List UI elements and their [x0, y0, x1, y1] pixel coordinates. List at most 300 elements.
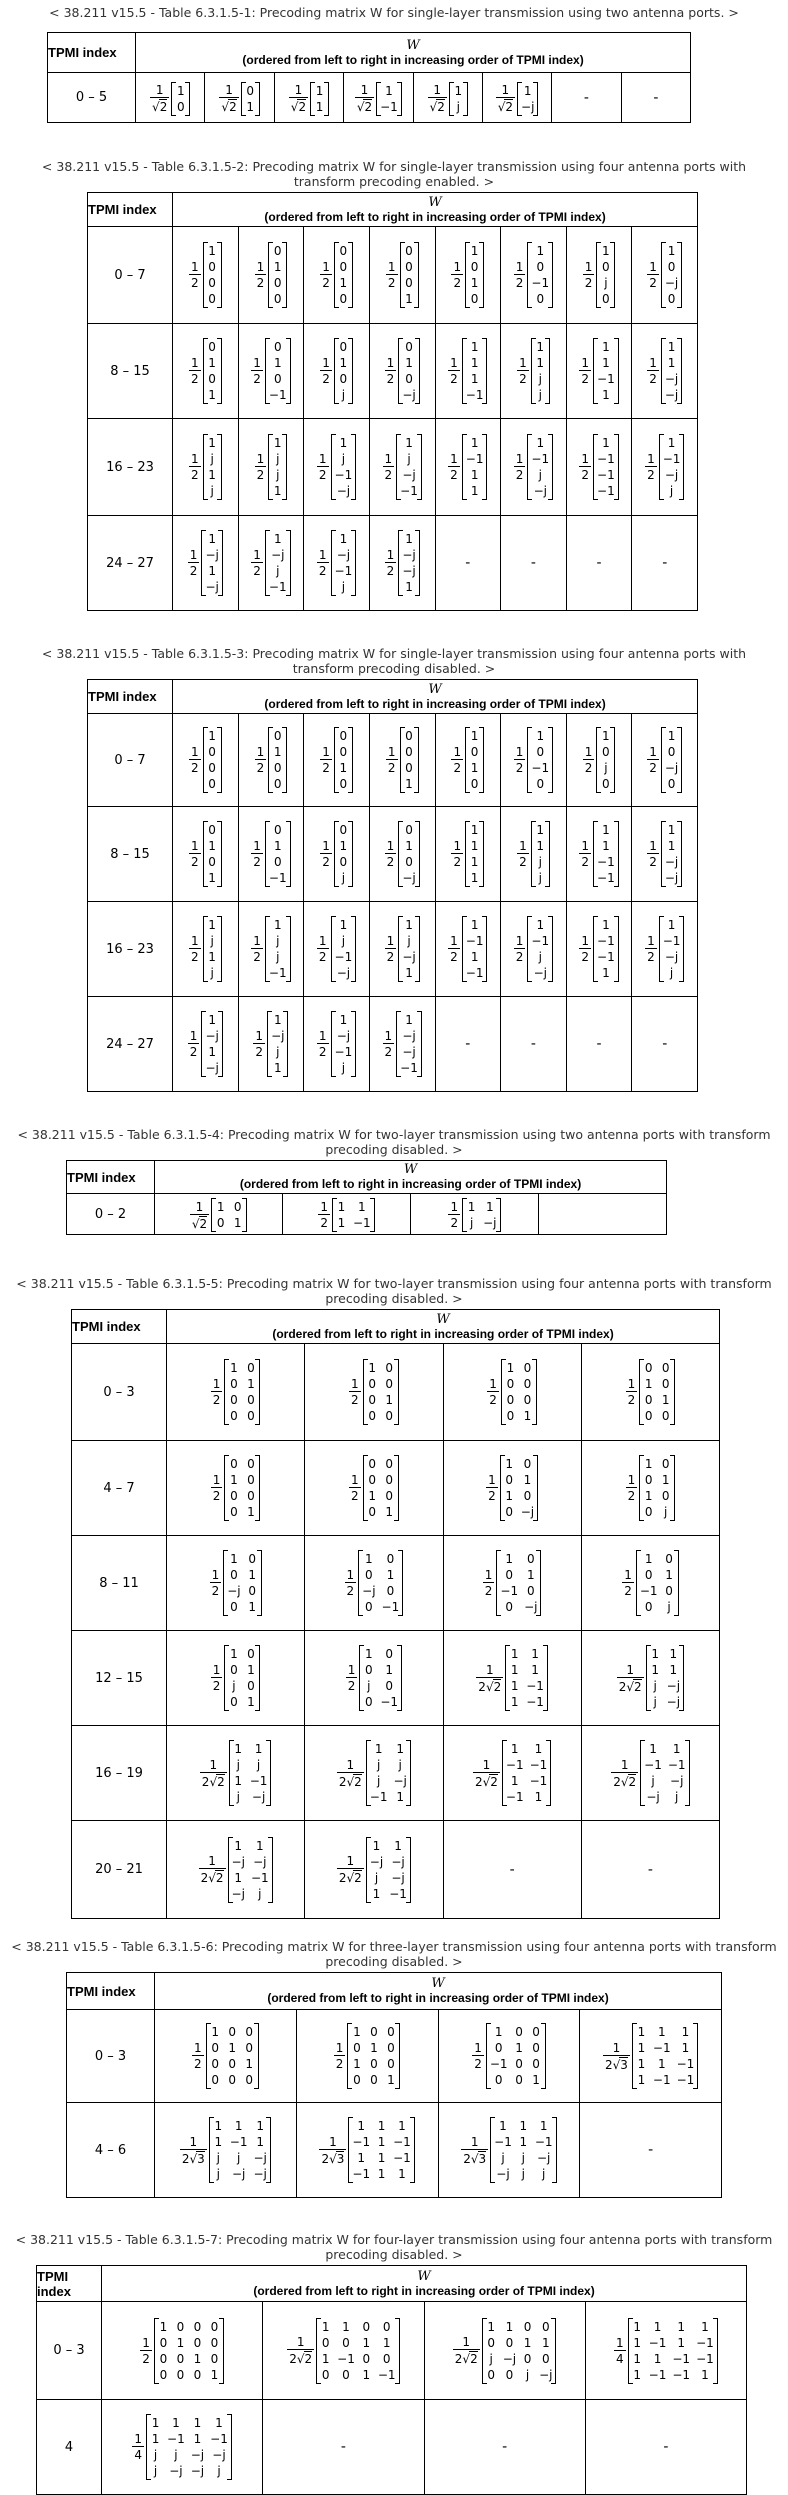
- matrix-entry: −1: [639, 1584, 658, 1598]
- scale-value: 2: [627, 1393, 636, 1407]
- scale-value: 2: [322, 276, 330, 290]
- matrix-entry: 1: [377, 2119, 386, 2133]
- matrix-cell: [344, 73, 413, 123]
- matrix-cell: [581, 1726, 719, 1821]
- sqrt-symbol: √: [612, 2057, 621, 2072]
- matrix-entry: j: [341, 871, 346, 885]
- scale-factor: [579, 934, 591, 964]
- scale-factor: [579, 452, 591, 482]
- scale-denominator: [132, 2446, 144, 2462]
- scale-numerator: 1: [351, 1473, 359, 1487]
- scale-value: 2: [322, 372, 330, 386]
- matrix-entry: 0: [176, 2351, 185, 2366]
- matrix-entry: 1: [353, 2025, 361, 2039]
- empty-cell: -: [632, 516, 698, 611]
- precoding-matrix: [199, 1837, 273, 1903]
- tpmi-index: 24 – 27: [88, 516, 173, 611]
- matrix-brackets: [398, 916, 419, 982]
- matrix-cell: [102, 2302, 263, 2400]
- precoding-matrix: [255, 434, 288, 500]
- matrix-entry: 1: [637, 2057, 646, 2071]
- scale-factor: [355, 83, 374, 114]
- matrix-entry: −j: [231, 1854, 245, 1869]
- matrix-entry: j: [407, 934, 411, 948]
- precoding-matrix: [210, 1550, 262, 1616]
- scale-numerator: 1: [488, 1473, 496, 1487]
- precoding-matrix: [448, 338, 487, 404]
- matrix-entry: 0: [159, 2351, 168, 2366]
- matrix-entry: −1: [597, 468, 615, 482]
- matrix-brackets: [527, 434, 553, 500]
- scale-denominator: [180, 2149, 207, 2166]
- w-subheader: (ordered from left to right in increasing order of TPMI index): [272, 1326, 614, 1341]
- precoding-matrix: [472, 2023, 545, 2089]
- matrix-entry: 1: [523, 2335, 532, 2350]
- scale-factor: [614, 2336, 626, 2366]
- matrix-entry: 1: [523, 83, 532, 98]
- matrix-entry: 0: [667, 745, 676, 759]
- scale-factor: [251, 548, 263, 578]
- matrix-entry: 0: [321, 2335, 330, 2350]
- scale-numerator: 1: [515, 745, 524, 759]
- tpmi-index: 8 – 15: [88, 807, 173, 902]
- scale-numerator: 1: [322, 839, 330, 853]
- scale-value: 2: [190, 950, 199, 964]
- matrix-cell: [155, 2010, 297, 2103]
- scale-value: 2: [450, 1216, 459, 1230]
- matrix-entry: j: [232, 1679, 236, 1693]
- precoding-matrix: [487, 1359, 537, 1425]
- matrix-entry: 0: [159, 2335, 168, 2350]
- matrix-entry: 1: [339, 356, 348, 370]
- sqrt-symbol: √: [221, 100, 230, 115]
- scale-denominator: [318, 1214, 330, 1230]
- matrix-cell: [274, 73, 343, 123]
- scale-denominator: [287, 2349, 314, 2366]
- matrix-brackets: [482, 2318, 557, 2384]
- scale-factor: [603, 2041, 630, 2072]
- matrix-entry: −j: [646, 1790, 660, 1804]
- matrix-entry: 0: [230, 1695, 238, 1709]
- matrix-entry: −j: [227, 1584, 241, 1598]
- matrix-entry: 1: [339, 761, 348, 775]
- empty-cell: -: [621, 73, 690, 123]
- scale-denominator: [645, 466, 657, 482]
- tpmi-index-header: TPMI index: [88, 680, 173, 714]
- matrix-brackets: [265, 821, 291, 887]
- matrix-entry: 0: [487, 2335, 496, 2350]
- scale-numerator: 1: [322, 260, 330, 274]
- matrix-cell: [304, 516, 370, 611]
- scale-value: 2: [453, 855, 462, 869]
- tpmi-index-header: TPMI index: [72, 1310, 167, 1344]
- precoding-matrix: [189, 916, 222, 982]
- table-row: [88, 902, 698, 997]
- matrix-entry: 1: [669, 1647, 678, 1661]
- matrix-entry: 1: [398, 2119, 406, 2133]
- scale-numerator: 1: [318, 934, 327, 948]
- matrix-brackets: [211, 1198, 247, 1232]
- sqrt-symbol: √: [191, 1216, 200, 1231]
- matrix-entry: 0: [230, 1377, 238, 1391]
- scale-denominator: [428, 97, 447, 114]
- scale-denominator: [337, 1772, 364, 1789]
- matrix-cell: [482, 73, 551, 123]
- precoding-matrix: [386, 727, 419, 793]
- w-header: [136, 33, 691, 73]
- matrix-entry: j: [538, 871, 542, 885]
- scale-numerator: 1: [346, 1568, 355, 1582]
- scale-numerator: 1: [208, 1854, 216, 1868]
- matrix-entry: −1: [389, 1886, 407, 1901]
- matrix-entry: 0: [470, 260, 479, 274]
- scale-value: 2: [384, 468, 393, 482]
- matrix-entry: −j: [369, 1854, 384, 1869]
- scale-numerator: 1: [318, 1029, 327, 1043]
- matrix-cell: [501, 807, 567, 902]
- matrix-entry: 1: [534, 1742, 543, 1756]
- matrix-cell: [501, 419, 567, 516]
- scale-denominator: [386, 274, 398, 290]
- sqrt-symbol: √: [497, 100, 506, 115]
- scale-value: 2: [347, 1679, 356, 1693]
- w-header: [155, 1973, 722, 2010]
- matrix-entry: 1: [505, 1489, 514, 1503]
- matrix-cell: [369, 516, 435, 611]
- precoding-matrix: [287, 2318, 399, 2384]
- scale-denominator: [211, 1391, 223, 1407]
- precoding-matrix: [192, 2023, 259, 2089]
- scale-numerator: 1: [649, 260, 657, 274]
- scale-denominator: [189, 948, 201, 964]
- scale-numerator: 1: [384, 1029, 393, 1043]
- precoding-matrix: [383, 1011, 422, 1077]
- matrix-entry: 0: [245, 2073, 253, 2087]
- scale-value: 2: [318, 468, 327, 482]
- scale-factor: [349, 1473, 361, 1503]
- scale-factor: [451, 839, 463, 869]
- scale-factor: [289, 83, 308, 114]
- precoding-table: [36, 2265, 747, 2495]
- scale-denominator: [317, 562, 329, 578]
- matrix-entry: 1: [247, 1695, 255, 1709]
- scale-denominator: [626, 1487, 638, 1503]
- matrix-entry: 1: [661, 1393, 670, 1407]
- scale-numerator: 1: [450, 934, 458, 948]
- scale-denominator: [517, 370, 529, 386]
- scale-numerator: 1: [584, 260, 593, 274]
- matrix-entry: 1: [602, 918, 610, 932]
- scale-value: 2: [212, 1489, 221, 1503]
- matrix-entry: −j: [391, 1854, 405, 1869]
- matrix-entry: 1: [667, 918, 676, 932]
- matrix-cell: [304, 807, 370, 902]
- matrix-entry: 0: [370, 2073, 378, 2087]
- matrix-entry: −1: [531, 276, 550, 290]
- matrix-entry: 1: [396, 1742, 405, 1756]
- matrix-entry: 1: [374, 1742, 383, 1756]
- matrix-brackets: [502, 1740, 551, 1806]
- scale-factor: [219, 83, 238, 114]
- matrix-cell: [238, 902, 304, 997]
- matrix-entry: 0: [362, 2351, 371, 2366]
- matrix-entry: 1: [602, 966, 610, 980]
- precoding-matrix: [451, 727, 484, 793]
- scale-denominator: [251, 853, 263, 869]
- scale-numerator: 1: [462, 2335, 471, 2349]
- precoding-matrix: [320, 727, 353, 793]
- empty-cell: -: [552, 73, 621, 123]
- empty-cell: -: [566, 516, 632, 611]
- scale-denominator: [583, 759, 595, 775]
- matrix-brackets: [146, 2414, 232, 2480]
- matrix-entry: 1: [667, 823, 676, 837]
- matrix-brackets: [268, 727, 287, 793]
- matrix-entry: 0: [602, 777, 610, 791]
- matrix-entry: j: [258, 1886, 262, 1901]
- scale-factor: [255, 745, 267, 775]
- precoding-matrix: [626, 1359, 676, 1425]
- scale-coefficient: 2: [454, 2352, 463, 2366]
- matrix-entry: 1: [321, 2351, 330, 2366]
- scale-denominator: [189, 853, 201, 869]
- sqrt-symbol: √: [470, 2151, 479, 2166]
- table-row: [88, 419, 698, 516]
- scale-numerator: 1: [627, 1377, 636, 1391]
- matrix-entry: −1: [352, 2167, 371, 2181]
- matrix-entry: 1: [337, 1216, 346, 1230]
- matrix-cell: [369, 997, 435, 1092]
- scale-denominator: [603, 2055, 630, 2072]
- matrix-cell: [304, 714, 370, 807]
- matrix-entry: −j: [664, 761, 679, 775]
- matrix-entry: 0: [208, 745, 216, 759]
- matrix-cell: [305, 1441, 443, 1536]
- precoding-matrix: [603, 2023, 698, 2089]
- scale-coefficient: 2: [201, 1774, 210, 1789]
- matrix-entry: 1: [536, 356, 545, 370]
- matrix-entry: 0: [532, 2057, 540, 2071]
- matrix-cell: [283, 1194, 411, 1235]
- matrix-entry: 0: [370, 2057, 378, 2071]
- matrix-entry: −j: [336, 484, 351, 498]
- scale-factor: [337, 1854, 364, 1885]
- matrix-entry: 0: [273, 372, 282, 386]
- matrix-entry: 0: [385, 1473, 393, 1487]
- matrix-entry: 0: [505, 1600, 514, 1614]
- sqrt-symbol: √: [462, 2352, 471, 2366]
- scale-denominator: [140, 2350, 152, 2366]
- scale-numerator: 1: [387, 260, 396, 274]
- matrix-entry: j: [174, 2448, 178, 2462]
- matrix-entry: −1: [529, 1774, 548, 1788]
- precoding-matrix: [346, 1645, 402, 1711]
- precoding-matrix: [317, 530, 356, 596]
- header-row: [67, 1161, 667, 1194]
- matrix-brackets: [449, 82, 468, 116]
- matrix-brackets: [366, 1837, 411, 1903]
- tpmi-index: 0 – 7: [88, 714, 173, 807]
- matrix-entry: 1: [536, 340, 545, 354]
- precoding-matrix: [473, 1740, 551, 1806]
- scale-numerator: 1: [212, 1473, 221, 1487]
- matrix-entry: 0: [661, 1409, 670, 1423]
- w-subheader: (ordered from left to right in increasing order of TPMI index): [242, 52, 584, 67]
- matrix-entry: 0: [541, 2351, 550, 2366]
- table-caption: < 38.211 v15.5 - Table 6.3.1.5-4: Precoding matrix W for two-layer transmission using two antenna ports with transform precoding disabled. >: [17, 1127, 771, 1157]
- matrix-entry: 1: [633, 2367, 641, 2382]
- matrix-entry: 1: [667, 436, 676, 450]
- precoding-matrix: [448, 1198, 500, 1232]
- precoding-matrix: [319, 2117, 414, 2183]
- matrix-entry: 0: [536, 292, 545, 306]
- scale-numerator: 1: [347, 1663, 356, 1677]
- matrix-entry: 1: [470, 372, 479, 386]
- scale-coefficient: 2: [338, 1774, 347, 1789]
- matrix-entry: 1: [382, 2335, 391, 2350]
- matrix-brackets: [334, 242, 353, 308]
- matrix-entry: 1: [273, 1061, 282, 1075]
- matrix-cell: [102, 2400, 263, 2495]
- matrix-entry: −j: [212, 2448, 226, 2462]
- matrix-brackets: [462, 916, 488, 982]
- scale-numerator: 1: [253, 356, 261, 370]
- matrix-entry: 1: [230, 1552, 238, 1566]
- matrix-brackets: [661, 821, 682, 887]
- matrix-entry: 1: [681, 2041, 690, 2055]
- precoding-matrix: [451, 821, 484, 887]
- precoding-matrix: [355, 82, 402, 116]
- scale-factor: [622, 1568, 634, 1598]
- precoding-matrix: [251, 530, 290, 596]
- scale-factor: [617, 1663, 644, 1694]
- matrix-cell: [632, 419, 698, 516]
- scale-factor: [461, 2135, 488, 2166]
- matrix-entry: j: [276, 468, 280, 482]
- precoding-matrix: [200, 1740, 272, 1806]
- scale-factor: [647, 745, 659, 775]
- scale-numerator: 1: [209, 1757, 218, 1772]
- empty-cell: -: [501, 516, 567, 611]
- scale-denominator: [647, 370, 659, 386]
- matrix-entry: 1: [602, 388, 610, 402]
- matrix-entry: 0: [385, 1647, 394, 1661]
- matrix-entry: 0: [353, 2041, 361, 2055]
- matrix-entry: −j: [205, 1029, 219, 1043]
- matrix-entry: −j: [205, 548, 219, 562]
- matrix-cell: [167, 1631, 305, 1726]
- matrix-cell: [205, 73, 274, 123]
- matrix-entry: 0: [385, 1489, 393, 1503]
- table-caption: < 38.211 v15.5 - Table 6.3.1.5-2: Precoding matrix W for single-layer transmission using four antenna ports with transform precoding enabled. >: [41, 159, 747, 189]
- scale-coefficient: 2: [338, 1871, 347, 1885]
- matrix-entry: −j: [502, 2351, 517, 2366]
- scale-denominator: [385, 948, 397, 964]
- matrix-entry: 0: [470, 745, 479, 759]
- matrix-entry: j: [216, 2167, 220, 2181]
- scale-value: 4: [134, 2448, 143, 2462]
- scale-factor: [579, 356, 591, 386]
- matrix-entry: 1: [651, 1647, 659, 1661]
- matrix-entry: j: [604, 276, 608, 290]
- matrix-entry: −1: [465, 934, 484, 948]
- matrix-entry: −1: [249, 1774, 268, 1788]
- precoding-matrix: [211, 1359, 261, 1425]
- precoding-matrix: [645, 434, 684, 500]
- tpmi-index: 20 – 21: [72, 1821, 167, 1919]
- sqrt-radicand: 2: [470, 2352, 478, 2366]
- matrix-cell: [173, 714, 239, 807]
- matrix-cell: [238, 324, 304, 419]
- tpmi-index: 12 – 15: [72, 1631, 167, 1726]
- matrix-entry: −j: [402, 1029, 416, 1043]
- matrix-cell: [501, 324, 567, 419]
- matrix-entry: 0: [470, 777, 479, 791]
- matrix-entry: 1: [486, 1200, 494, 1214]
- scale-value: 2: [190, 468, 199, 482]
- table-row: [48, 73, 691, 123]
- scale-factor: [150, 83, 169, 114]
- sqrt-symbol: √: [152, 100, 160, 115]
- scale-value: 2: [515, 761, 524, 775]
- matrix-entry: 1: [372, 1886, 381, 1901]
- scale-value: 2: [649, 761, 657, 775]
- matrix-entry: 0: [273, 292, 282, 306]
- matrix-entry: −j: [670, 1774, 684, 1788]
- scale-denominator: [320, 853, 332, 869]
- matrix-brackets: [628, 2318, 718, 2384]
- scale-numerator: 1: [194, 2041, 202, 2055]
- matrix-entry: j: [367, 1679, 371, 1693]
- matrix-entry: 0: [386, 1584, 395, 1598]
- matrix-entry: 0: [362, 2319, 371, 2334]
- matrix-entry: 0: [370, 2025, 378, 2039]
- matrix-entry: 1: [321, 2319, 330, 2334]
- scale-numerator: 1: [190, 745, 199, 759]
- scale-numerator: 1: [489, 1377, 497, 1391]
- scale-numerator: 1: [255, 1029, 264, 1043]
- matrix-brackets: [593, 434, 619, 500]
- scale-numerator: 1: [450, 1200, 459, 1214]
- matrix-entry: 1: [339, 276, 348, 290]
- matrix-brackets: [265, 916, 291, 982]
- matrix-entry: 1: [667, 839, 676, 853]
- matrix-entry: −j: [402, 468, 416, 482]
- sqrt-radicand: 2: [628, 1774, 637, 1789]
- table-row: [67, 2010, 722, 2103]
- matrix-entry: 1: [667, 356, 676, 370]
- scale-denominator: [386, 759, 398, 775]
- matrix-entry: 1: [515, 2041, 523, 2055]
- matrix-brackets: [640, 1740, 689, 1806]
- matrix-entry: 0: [368, 1409, 376, 1423]
- matrix-entry: 0: [505, 1473, 514, 1487]
- scale-numerator: 1: [322, 745, 330, 759]
- matrix-entry: 0: [193, 2319, 202, 2334]
- w-header: [173, 680, 698, 714]
- scale-coefficient: 2: [463, 2151, 471, 2166]
- scale-denominator: [514, 759, 526, 775]
- scale-denominator: [189, 466, 201, 482]
- sqrt-radicand: 2: [490, 1774, 498, 1789]
- matrix-entry: 1: [499, 2119, 507, 2133]
- matrix-cell: [136, 73, 205, 123]
- matrix-entry: 1: [405, 436, 413, 450]
- matrix-cell: [501, 902, 567, 997]
- scale-factor: [211, 1473, 223, 1503]
- precoding-matrix: [345, 1550, 404, 1616]
- matrix-entry: −j: [251, 1790, 266, 1804]
